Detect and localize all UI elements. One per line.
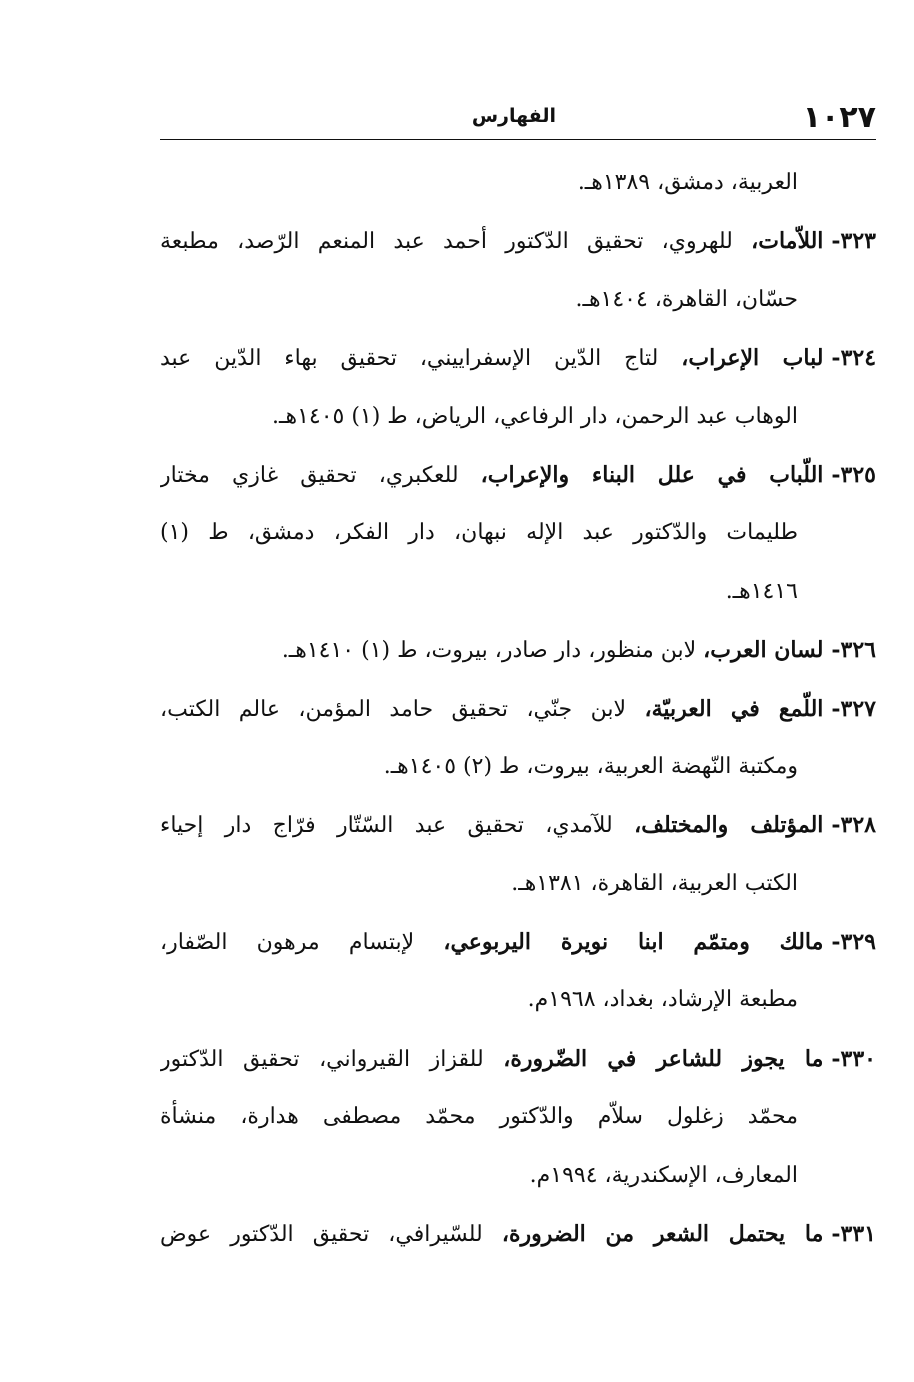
entry-330-line-3: المعارف، الإسكندرية، ١٩٩٤م. xyxy=(529,1162,798,1188)
entry-text: لتاج الدّين الإسفراييني، تحقيق بهاء الدّين عبد xyxy=(160,346,659,372)
entry-323-line-1 xyxy=(160,212,876,270)
entry-327-line-2: ومكتبة النّهضة العربية، بيروت، ط (٢) ١٤٠٥هـ. xyxy=(383,753,798,779)
entry-title: اللاّمات، xyxy=(751,228,824,255)
continuation-line: العربية، دمشق، ١٣٨٩هـ. xyxy=(577,170,798,195)
entry-326-line-1 xyxy=(160,621,876,679)
entry-title: مالك ومتمّم ابنا نويرة اليربوعي، xyxy=(443,929,824,956)
entry-title: لباب الإعراب، xyxy=(681,345,824,372)
entry-331-line-1 xyxy=(160,1205,876,1263)
entry-title: لسان العرب، xyxy=(703,637,824,664)
entry-text: للسّيرافي، تحقيق الدّكتور عوض xyxy=(160,1222,483,1248)
entry-324-line-1 xyxy=(160,329,876,387)
entry-325-line-3: ١٤١٦هـ. xyxy=(725,578,798,604)
entry-327-line-1 xyxy=(160,680,876,738)
header-rule xyxy=(160,139,876,140)
page-number: ١٠٢٧ xyxy=(802,100,876,135)
entry-number: ٣٢٩- xyxy=(831,929,876,956)
entry-text: للهروي، تحقيق الدّكتور أحمد عبد المنعم الرّصد، مطبعة xyxy=(160,229,733,255)
bibliography-list xyxy=(160,154,876,1263)
entry-329-line-2: مطبعة الإرشاد، بغداد، ١٩٦٨م. xyxy=(527,987,798,1013)
entry-number: ٣٢٨- xyxy=(831,812,876,839)
entry-number: ٣٣١- xyxy=(831,1221,876,1248)
page-header xyxy=(160,96,876,140)
entry-325-line-2: طليمات والدّكتور عبد الإله نبهان، دار الفكر، دمشق، ط (١) xyxy=(160,520,798,546)
entry-title: المؤتلف والمختلف، xyxy=(634,812,824,839)
entry-text: للقزاز القيرواني، تحقيق الدّكتور xyxy=(160,1046,484,1072)
entry-text: لابن جنّي، تحقيق حامد المؤمن، عالم الكتب، xyxy=(160,696,627,722)
entry-328-line-1 xyxy=(160,796,876,854)
entry-328-line-2: الكتب العربية، القاهرة، ١٣٨١هـ. xyxy=(511,870,798,896)
entry-330-line-2: محمّد زغلول سلاّم والدّكتور محمّد مصطفى هدارة، منشأة xyxy=(160,1104,798,1130)
entry-title: ما يحتمل الشعر من الضرورة، xyxy=(501,1221,824,1248)
entry-325-line-1 xyxy=(160,446,876,504)
entry-text: للعكبري، تحقيق غازي مختار xyxy=(160,462,459,488)
entry-text: لابن منظور، دار صادر، بيروت، ط (١) ١٤١٠هـ. xyxy=(281,638,697,664)
entry-324-line-2: الوهاب عبد الرحمن، دار الرفاعي، الرياض، ط (١) ١٤٠٥هـ. xyxy=(272,403,798,429)
running-title: الفهارس xyxy=(471,105,556,127)
entry-title: ما يجوز للشاعر في الضّرورة، xyxy=(503,1045,824,1072)
entry-number: ٣٣٠- xyxy=(831,1045,876,1072)
entry-text: للآمدي، تحقيق عبد السّتّار فرّاج دار إحياء xyxy=(160,813,613,839)
entry-title: اللّباب في علل البناء والإعراب، xyxy=(480,461,824,488)
entry-title: اللّمع في العربيّة، xyxy=(644,695,824,722)
entry-329-line-1 xyxy=(160,913,876,971)
entry-number: ٣٢٥- xyxy=(831,461,876,488)
entry-323-line-2: حسّان، القاهرة، ١٤٠٤هـ. xyxy=(575,286,798,312)
entry-text: لإبتسام مرهون الصّفار، xyxy=(160,930,415,956)
entry-330-line-1 xyxy=(160,1030,876,1088)
entry-number: ٣٢٤- xyxy=(831,345,876,372)
entry-number: ٣٢٧- xyxy=(831,695,876,722)
entry-number: ٣٢٣- xyxy=(831,228,876,255)
entry-number: ٣٢٦- xyxy=(831,637,876,664)
